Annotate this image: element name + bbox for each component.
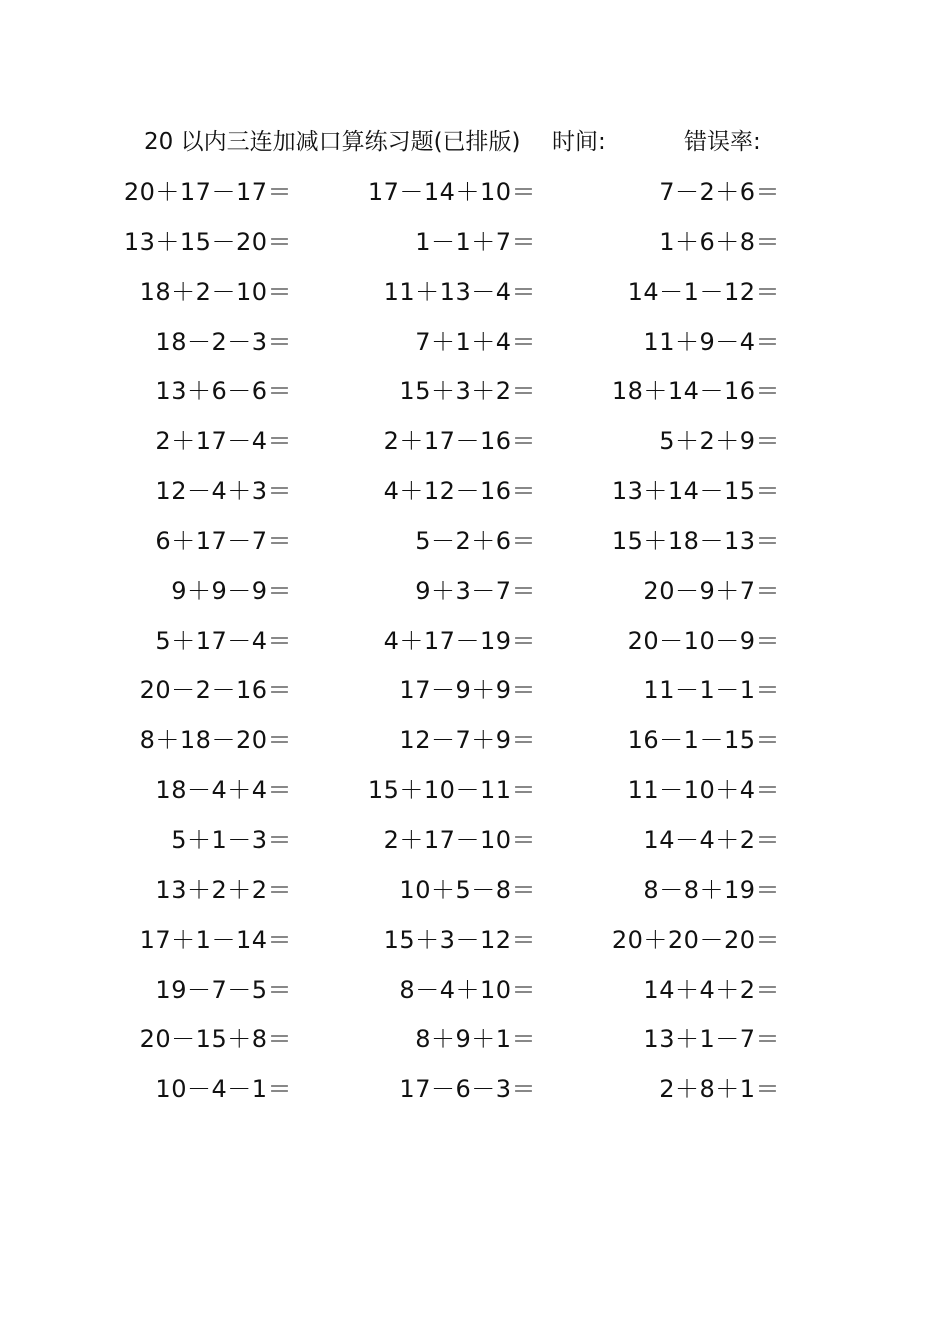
arithmetic-problem: 14－1－12＝ bbox=[627, 277, 780, 306]
arithmetic-problem: 14＋4＋2＝ bbox=[643, 975, 780, 1004]
arithmetic-problem: 17－9＋9＝ bbox=[399, 676, 536, 705]
arithmetic-problem: 2＋17－4＝ bbox=[155, 427, 292, 456]
arithmetic-problem: 14－4＋2＝ bbox=[643, 825, 780, 854]
arithmetic-problem: 1＋6＋8＝ bbox=[659, 227, 780, 256]
arithmetic-problem: 6＋17－7＝ bbox=[155, 526, 292, 555]
error-rate-label: 错误率: bbox=[684, 129, 761, 155]
problem-row bbox=[0, 770, 950, 820]
arithmetic-problem: 17＋1－14＝ bbox=[139, 925, 292, 954]
problem-row bbox=[0, 621, 950, 671]
arithmetic-problem: 9＋3－7＝ bbox=[415, 576, 536, 605]
arithmetic-problem: 11＋9－4＝ bbox=[643, 327, 780, 356]
arithmetic-problem: 13＋2＋2＝ bbox=[155, 875, 292, 904]
arithmetic-problem: 4＋12－16＝ bbox=[383, 477, 536, 506]
arithmetic-problem: 11－1－1＝ bbox=[643, 676, 780, 705]
problem-row bbox=[0, 521, 950, 571]
arithmetic-problem: 5＋1－3＝ bbox=[171, 825, 292, 854]
arithmetic-problem: 2＋17－10＝ bbox=[383, 825, 536, 854]
arithmetic-problem: 15＋18－13＝ bbox=[611, 526, 780, 555]
worksheet-title: 20 以内三连加减口算练习题(已排版) bbox=[144, 129, 521, 155]
time-label: 时间: bbox=[552, 129, 606, 155]
problem-grid bbox=[0, 172, 950, 1119]
arithmetic-problem: 13＋6－6＝ bbox=[155, 377, 292, 406]
problem-row bbox=[0, 970, 950, 1020]
arithmetic-problem: 8－8＋19＝ bbox=[643, 875, 780, 904]
problem-row bbox=[0, 172, 950, 222]
arithmetic-problem: 18－4＋4＝ bbox=[155, 776, 292, 805]
arithmetic-problem: 5＋2＋9＝ bbox=[659, 427, 780, 456]
arithmetic-problem: 19－7－5＝ bbox=[155, 975, 292, 1004]
problem-row bbox=[0, 720, 950, 770]
arithmetic-problem: 7＋1＋4＝ bbox=[415, 327, 536, 356]
arithmetic-problem: 11＋13－4＝ bbox=[383, 277, 536, 306]
arithmetic-problem: 18＋2－10＝ bbox=[139, 277, 292, 306]
problem-row bbox=[0, 322, 950, 372]
arithmetic-problem: 20－9＋7＝ bbox=[643, 576, 780, 605]
arithmetic-problem: 20－2－16＝ bbox=[139, 676, 292, 705]
problem-row bbox=[0, 571, 950, 621]
problem-row bbox=[0, 820, 950, 870]
worksheet-header bbox=[144, 124, 824, 160]
arithmetic-problem: 10＋5－8＝ bbox=[399, 875, 536, 904]
arithmetic-problem: 9＋9－9＝ bbox=[171, 576, 292, 605]
arithmetic-problem: 15＋3－12＝ bbox=[383, 925, 536, 954]
arithmetic-problem: 8＋18－20＝ bbox=[139, 726, 292, 755]
arithmetic-problem: 18＋14－16＝ bbox=[611, 377, 780, 406]
arithmetic-problem: 13＋14－15＝ bbox=[611, 477, 780, 506]
arithmetic-problem: 20＋20－20＝ bbox=[611, 925, 780, 954]
problem-row bbox=[0, 920, 950, 970]
problem-row bbox=[0, 1019, 950, 1069]
arithmetic-problem: 15＋10－11＝ bbox=[367, 776, 536, 805]
arithmetic-problem: 8＋9＋1＝ bbox=[415, 1025, 536, 1054]
arithmetic-problem: 11－10＋4＝ bbox=[627, 776, 780, 805]
problem-row bbox=[0, 670, 950, 720]
problem-row bbox=[0, 1069, 950, 1119]
arithmetic-problem: 17－6－3＝ bbox=[399, 1075, 536, 1104]
problem-row bbox=[0, 272, 950, 322]
arithmetic-problem: 5－2＋6＝ bbox=[415, 526, 536, 555]
problem-row bbox=[0, 471, 950, 521]
arithmetic-problem: 13＋15－20＝ bbox=[123, 227, 292, 256]
arithmetic-problem: 18－2－3＝ bbox=[155, 327, 292, 356]
arithmetic-problem: 16－1－15＝ bbox=[627, 726, 780, 755]
arithmetic-problem: 5＋17－4＝ bbox=[155, 626, 292, 655]
arithmetic-problem: 8－4＋10＝ bbox=[399, 975, 536, 1004]
arithmetic-problem: 20－15＋8＝ bbox=[139, 1025, 292, 1054]
arithmetic-problem: 2＋17－16＝ bbox=[383, 427, 536, 456]
problem-row bbox=[0, 870, 950, 920]
problem-row bbox=[0, 371, 950, 421]
problem-row bbox=[0, 421, 950, 471]
arithmetic-problem: 7－2＋6＝ bbox=[659, 178, 780, 206]
arithmetic-problem: 12－4＋3＝ bbox=[155, 477, 292, 506]
arithmetic-problem: 1－1＋7＝ bbox=[415, 227, 536, 256]
arithmetic-problem: 20＋17－17＝ bbox=[123, 178, 292, 206]
arithmetic-problem: 2＋8＋1＝ bbox=[659, 1075, 780, 1104]
arithmetic-problem: 4＋17－19＝ bbox=[383, 626, 536, 655]
arithmetic-problem: 10－4－1＝ bbox=[155, 1075, 292, 1104]
arithmetic-problem: 15＋3＋2＝ bbox=[399, 377, 536, 406]
arithmetic-problem: 17－14＋10＝ bbox=[367, 178, 536, 206]
arithmetic-problem: 12－7＋9＝ bbox=[399, 726, 536, 755]
problem-row bbox=[0, 222, 950, 272]
arithmetic-problem: 20－10－9＝ bbox=[627, 626, 780, 655]
arithmetic-problem: 13＋1－7＝ bbox=[643, 1025, 780, 1054]
